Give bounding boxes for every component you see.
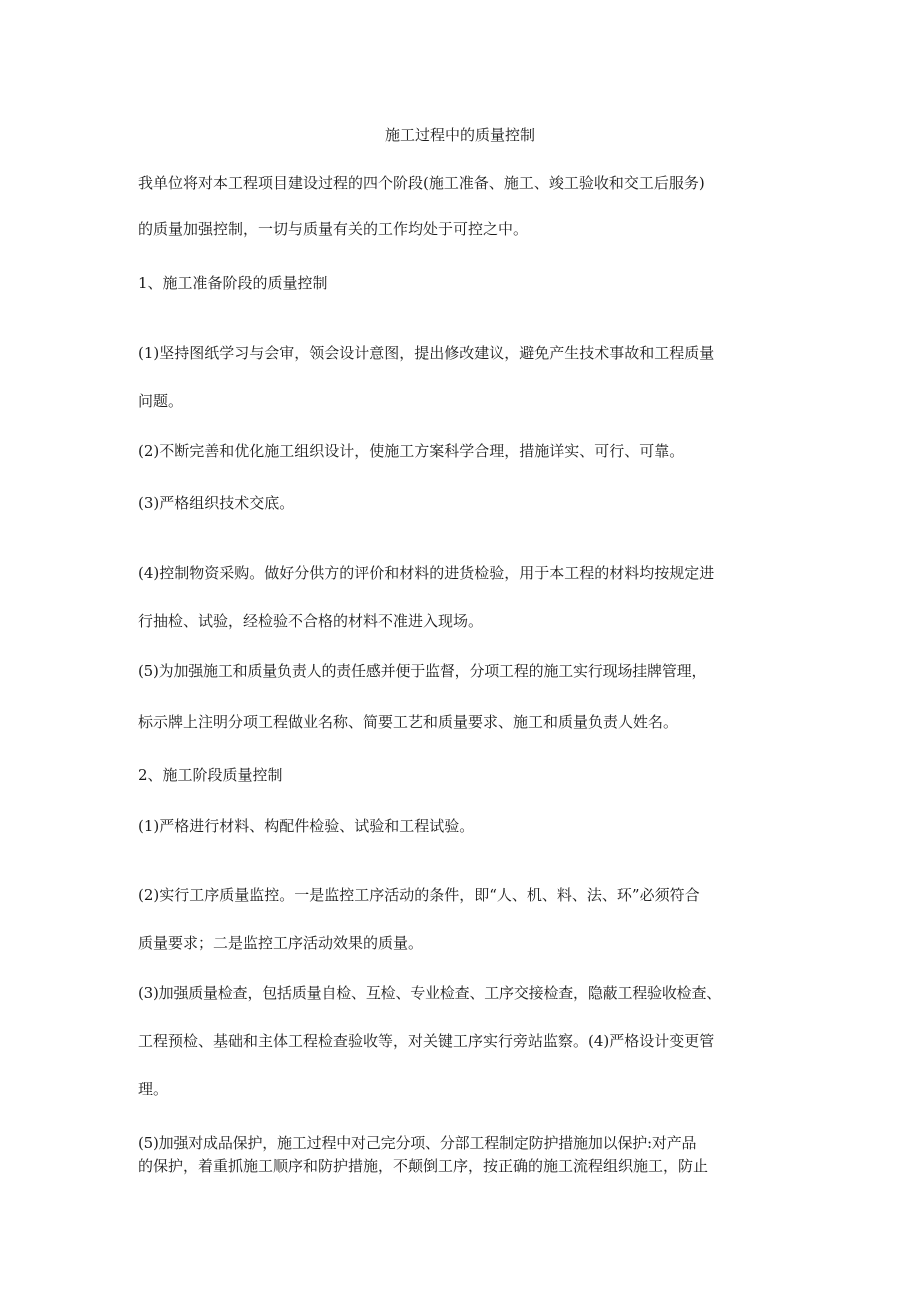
paragraph-line: 的质量加强控制，一切与质量有关的工作均处于可控之中。 [138,220,529,238]
paragraph-line: 理。 [138,1080,169,1098]
paragraph-line: (5)为加强施工和质量负责人的责任感并便于监督，分项工程的施工实行现场挂牌管理， [138,662,707,680]
paragraph-line: (1)坚持图纸学习与会审，领会设计意图，提出修改建议，避免产生技术事故和工程质量 [138,344,715,362]
paragraph-line: 标示牌上注明分项工程做业名称、简要工艺和质量要求、施工和质量负责人姓名。 [138,713,679,731]
paragraph-line: (5)加强对成品保护，施工过程中对己完分项、分部工程制定防护措施加以保护:对产品 [138,1134,697,1152]
paragraph-line: 工程预检、基础和主体工程检查验收等，对关键工序实行旁站监察。(4)严格设计变更管 [138,1032,715,1050]
paragraph-line: (3)加强质量检查，包括质量自检、互检、专业检查、工序交接检查，隐蔽工程验收检查、 [138,984,722,1002]
paragraph-line: 我单位将对本工程项目建设过程的四个阶段(施工准备、施工、竣工验收和交工后服务) [138,174,705,192]
paragraph-line: 的保护，着重抓施工顺序和防护措施，不颠倒工序，按正确的施工流程组织施工，防止 [138,1157,709,1175]
section-heading: 1、施工准备阶段的质量控制 [138,274,328,292]
paragraph-line: 质量要求；二是监控工序活动效果的质量。 [138,934,424,952]
paragraph-line: 行抽检、试验，经检验不合格的材料不准进入现场。 [138,612,484,630]
paragraph-line: (1)严格进行材料、构配件检验、试验和工程试验。 [138,817,475,835]
section-heading: 2、施工阶段质量控制 [138,766,283,784]
document-title: 施工过程中的质量控制 [384,126,535,144]
paragraph-line: (4)控制物资采购。做好分供方的评价和材料的进货检验，用于本工程的材料均按规定进 [138,564,715,582]
paragraph-line: (2)不断完善和优化施工组织设计，使施工方案科学合理，措施详实、可行、可靠。 [138,442,685,460]
paragraph-line: (3)严格组织技术交底。 [138,494,295,512]
paragraph-line: 问题。 [138,392,184,410]
paragraph-line: (2)实行工序质量监控。一是监控工序活动的条件，即“人、机、料、法、环”必须符合 [138,886,700,904]
